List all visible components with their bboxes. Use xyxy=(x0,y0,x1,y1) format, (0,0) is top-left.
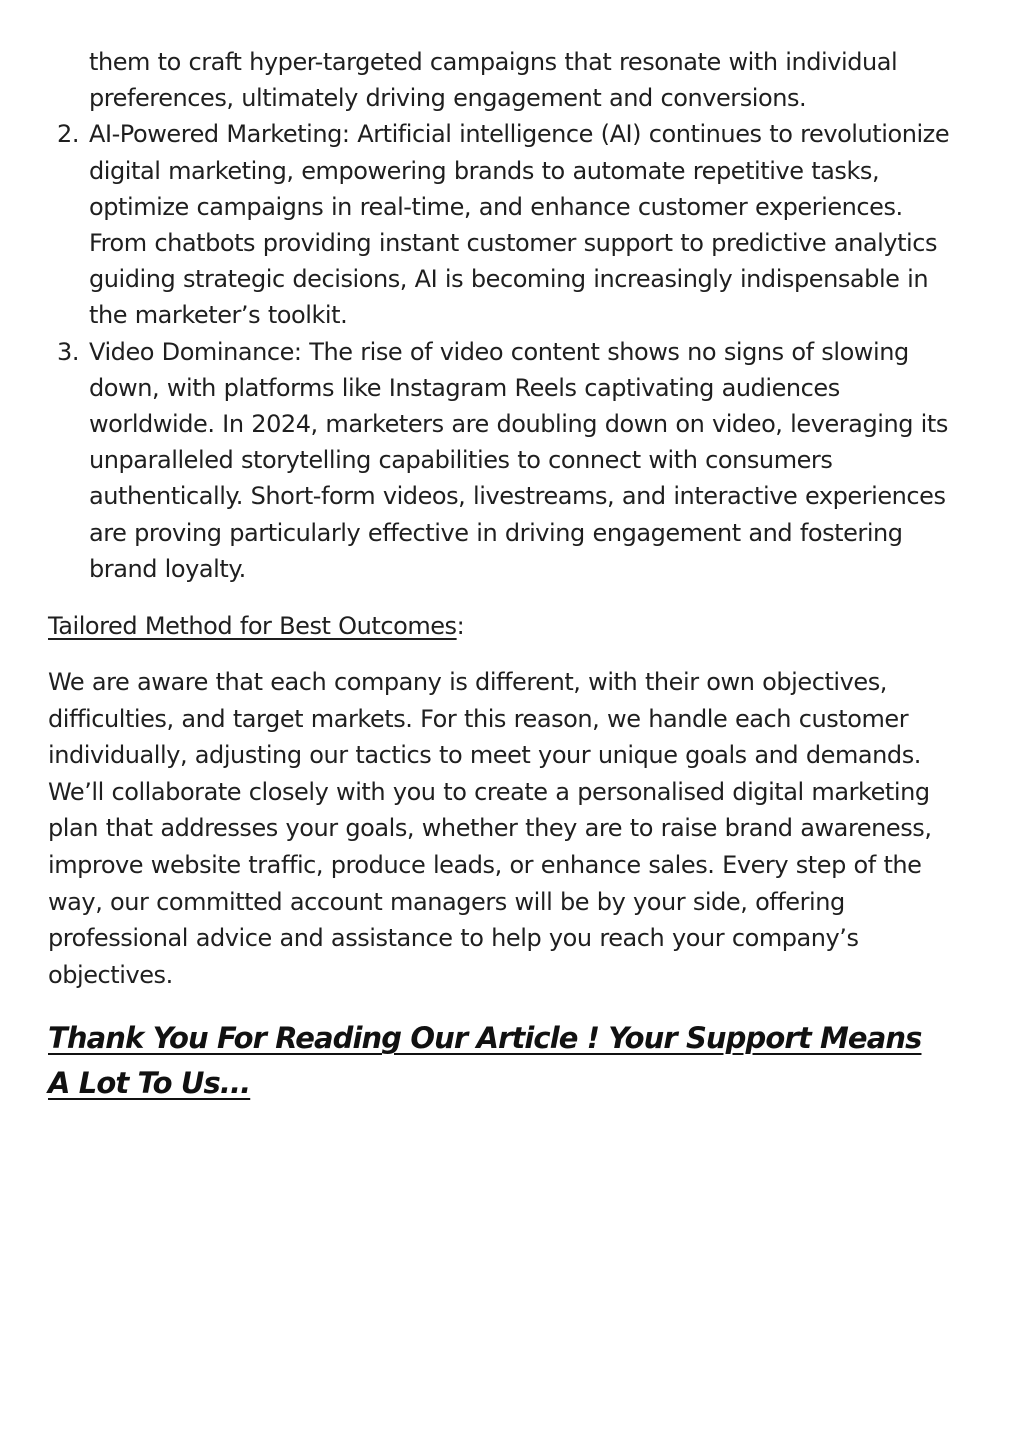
closing-message: Thank You For Reading Our Article ! Your Support Means A Lot To Us... xyxy=(48,1021,922,1101)
list-item-ai-powered-marketing xyxy=(48,116,968,333)
list-item-continuation xyxy=(48,44,968,116)
list-item-video-dominance xyxy=(48,334,968,587)
list-item-text: AI-Powered Marketing: Artificial intelligence (AI) continues to revolutionize digital marketing, empowering brands to automate repetitive tasks, optimize campaigns in real-time, and enhance customer experiences. From chatbots providing instant customer support to predictive analytics guiding strategic decisions, AI is becoming increasingly indispensable in the marketer’s toolkit. xyxy=(89,120,950,330)
list-item-text: Video Dominance: The rise of video content shows no signs of slowing down, with platforms like Instagram Reels captivating audiences worldwide. In 2024, marketers are doubling down on video, leveraging its unparalleled storytelling capabilities to connect with consumers authentically. Short-form videos, livestreams, and interactive experiences are proving particularly effective in driving engagement and fostering brand loyalty. xyxy=(89,337,948,583)
section-heading xyxy=(48,608,968,644)
list-number: 2. xyxy=(57,120,79,149)
section-body: We are aware that each company is different, with their own objectives, difficulties, and target markets. For this reason, we handle each customer individually, adjusting our tactics to meet your unique goals and demands. We’ll collaborate closely with you to create a personalised digital marketing plan that addresses your goals, whether they are to raise brand awareness, improve website traffic, produce leads, or enhance sales. Every step of the way, our committed account managers will be by your side, offering professional advice and assistance to help you reach your company’s objectives. xyxy=(48,668,932,989)
document-page xyxy=(48,44,968,1106)
section-heading-colon: : xyxy=(456,612,465,641)
trend-list xyxy=(48,44,968,587)
section-heading-text: Tailored Method for Best Outcomes xyxy=(48,612,457,641)
list-item-text: them to craft hyper-targeted campaigns that resonate with individual preferences, ultimately driving engagement and conversions. xyxy=(89,48,898,113)
list-number: 3. xyxy=(57,337,79,366)
